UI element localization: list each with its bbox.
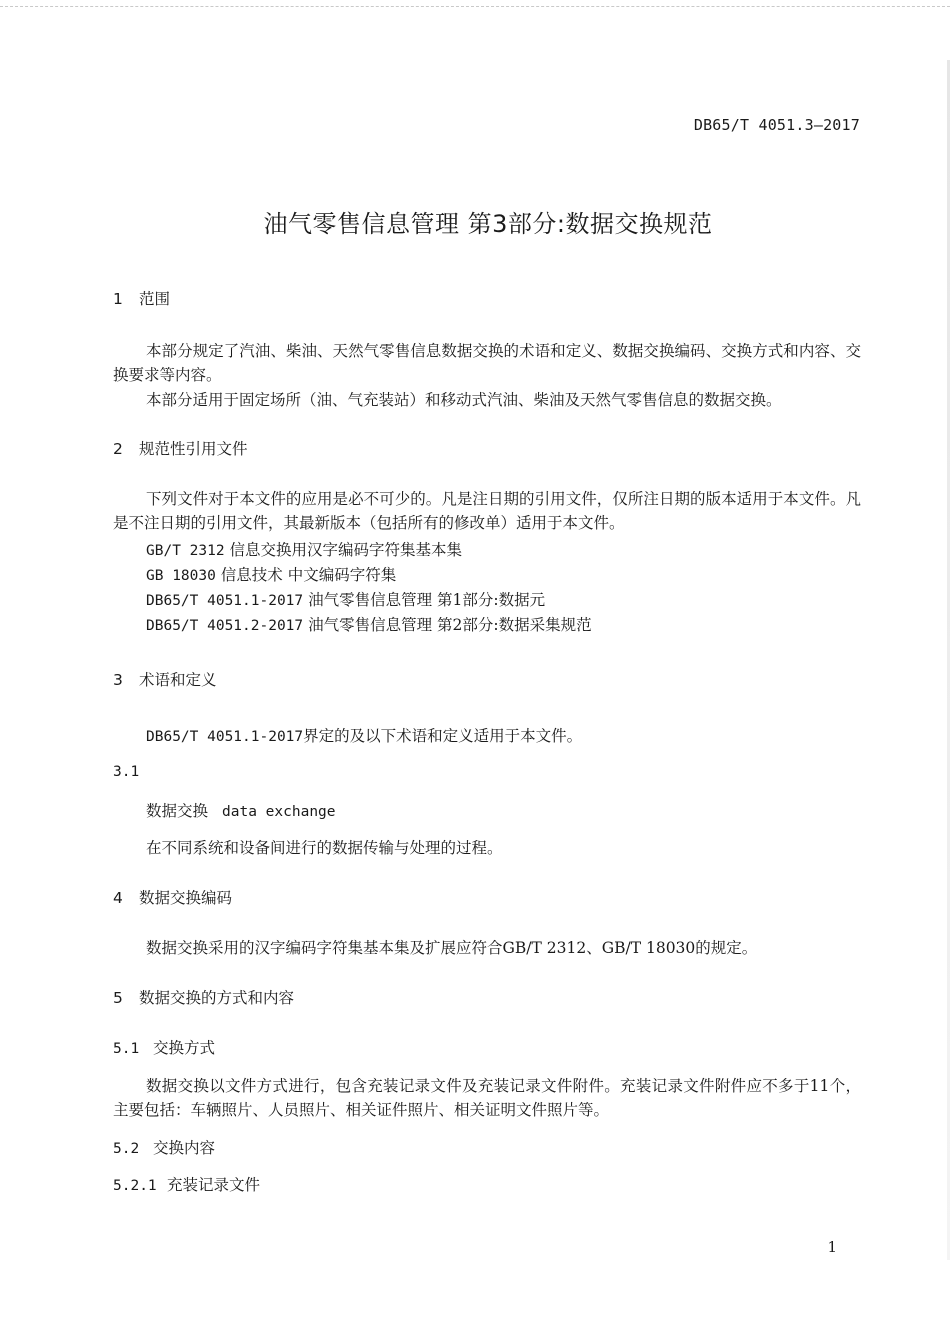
section-1-heading bbox=[113, 287, 170, 309]
term-chinese: 数据交换 bbox=[146, 802, 209, 820]
section-4-paragraph-1: 数据交换采用的汉字编码字符集基本集及扩展应符合GB/T 2312、GB/T 18030的规定。 bbox=[146, 939, 758, 957]
section-5-2-1-heading bbox=[113, 1173, 260, 1195]
reference-item bbox=[146, 538, 462, 560]
reference-code: DB65/T 4051.2-2017 bbox=[146, 618, 304, 634]
section-1-paragraph-2: 本部分适用于固定场所（油、气充装站）和移动式汽油、柴油及天然气零售信息的数据交换。 bbox=[146, 391, 782, 409]
page-number: 1 bbox=[827, 1238, 837, 1256]
reference-name: 信息技术 中文编码字符集 bbox=[220, 566, 397, 584]
section-number: 3 bbox=[113, 671, 123, 689]
section-title: 充装记录文件 bbox=[167, 1176, 261, 1194]
section-4-heading bbox=[113, 886, 232, 908]
term-number-text: 3.1 bbox=[113, 764, 140, 780]
section-number: 5.2 bbox=[113, 1141, 140, 1157]
document-code: DB65/T 4051.3—2017 bbox=[693, 116, 860, 134]
section-number: 5.2.1 bbox=[113, 1178, 157, 1194]
reference-item bbox=[146, 613, 592, 635]
reference-name: 信息交换用汉字编码字符集基本集 bbox=[229, 541, 463, 559]
section-number: 5.1 bbox=[113, 1041, 140, 1057]
section-1-paragraph-1: 本部分规定了汽油、柴油、天然气零售信息数据交换的术语和定义、数据交换编码、交换方式和内容、交换要求等内容。 bbox=[113, 342, 861, 384]
reference-item bbox=[146, 563, 396, 585]
section-title: 术语和定义 bbox=[139, 671, 217, 689]
section-title: 交换方式 bbox=[153, 1039, 216, 1057]
paragraph-text: 界定的及以下术语和定义适用于本文件。 bbox=[303, 727, 583, 745]
section-5-2-heading bbox=[113, 1136, 215, 1158]
section-title: 交换内容 bbox=[153, 1139, 216, 1157]
reference-code: DB65/T 4051.1-2017 bbox=[146, 729, 304, 745]
reference-name: 油气零售信息管理 第2部分:数据采集规范 bbox=[308, 616, 592, 634]
section-2-paragraph-1: 下列文件对于本文件的应用是必不可少的。凡是注日期的引用文件，仅所注日期的版本适用于本文件。凡是不注日期的引用文件，其最新版本（包括所有的修改单）适用于本文件。 bbox=[113, 490, 861, 532]
section-5-1-heading bbox=[113, 1036, 215, 1058]
reference-code: GB 18030 bbox=[146, 568, 216, 584]
term-definition: 在不同系统和设备间进行的数据传输与处理的过程。 bbox=[146, 839, 503, 857]
section-5-heading bbox=[113, 986, 294, 1008]
section-5-1-paragraph-1: 数据交换以文件方式进行，包含充装记录文件及充装记录文件附件。充装记录文件附件应不多于11个，主要包括：车辆照片、人员照片、相关证件照片、相关证明文件照片等。 bbox=[113, 1077, 861, 1119]
section-title: 范围 bbox=[139, 290, 171, 308]
section-number: 4 bbox=[113, 889, 123, 907]
document-title: 油气零售信息管理 第3部分:数据交换规范 bbox=[263, 210, 713, 238]
section-title: 规范性引用文件 bbox=[139, 440, 248, 458]
reference-name: 油气零售信息管理 第1部分:数据元 bbox=[308, 591, 546, 609]
section-number: 2 bbox=[113, 440, 123, 458]
term-number bbox=[113, 762, 139, 780]
section-title: 数据交换编码 bbox=[139, 889, 233, 907]
reference-code: DB65/T 4051.1-2017 bbox=[146, 593, 304, 609]
section-3-heading bbox=[113, 668, 217, 690]
section-title: 数据交换的方式和内容 bbox=[139, 989, 295, 1007]
reference-code: GB/T 2312 bbox=[146, 543, 225, 559]
section-number: 5 bbox=[113, 989, 123, 1007]
reference-item bbox=[146, 588, 545, 610]
term-entry bbox=[146, 799, 336, 821]
section-3-paragraph-1 bbox=[146, 724, 582, 746]
section-number: 1 bbox=[113, 290, 123, 308]
section-2-heading bbox=[113, 437, 248, 459]
scan-top-edge bbox=[0, 0, 950, 7]
term-english: data exchange bbox=[222, 804, 336, 820]
